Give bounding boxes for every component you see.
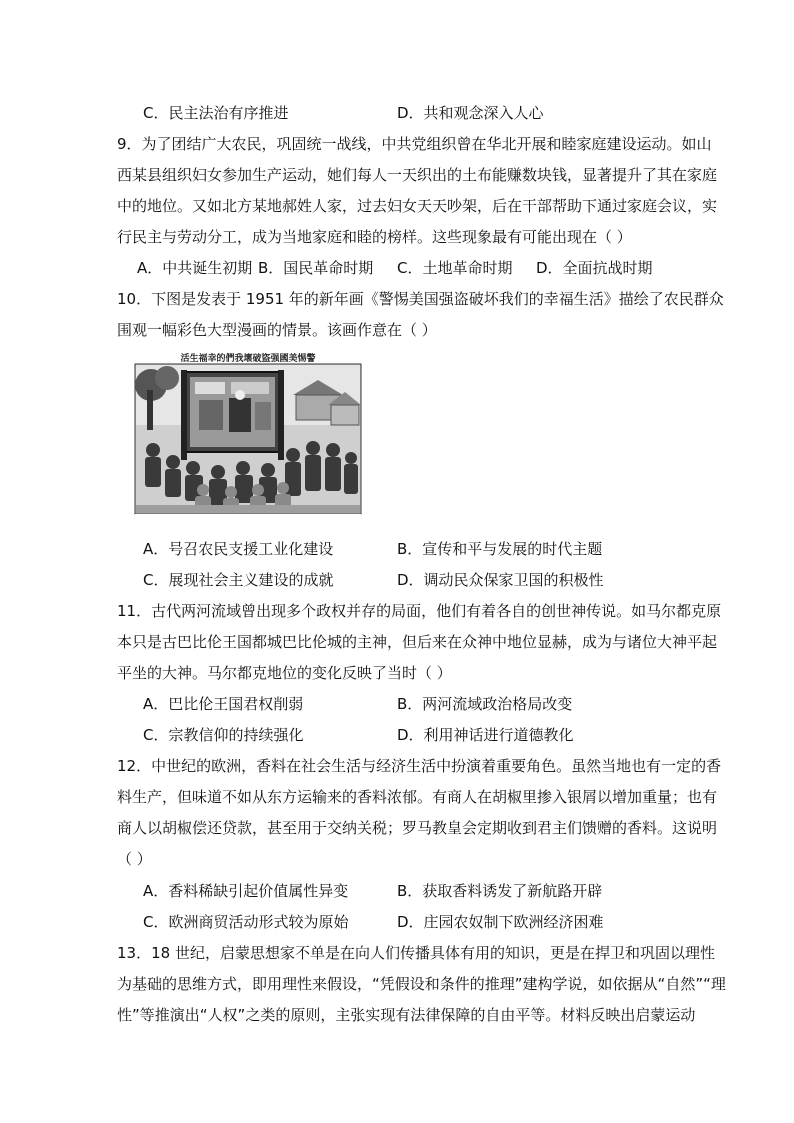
q11-option-c: C．宗教信仰的持续强化 <box>143 726 304 744</box>
q12-stem-line-2: 料生产，但味道不如从东方运输来的香料浓郁。有商人在胡椒里掺入银屑以增加重量；也有 <box>117 788 718 806</box>
q9-option-b: B．国民革命时期 <box>258 259 374 277</box>
q12-option-c: C．欧洲商贸活动形式较为原始 <box>143 913 349 931</box>
q11-stem-line-2: 本只是古巴比伦王国都城巴比伦城的主神，但后来在众神中地位显赫，成为与诸位大神平起 <box>117 633 718 651</box>
q12-option-b: B．获取香料诱发了新航路开辟 <box>397 882 603 900</box>
q10-stem-line-2: 围观一幅彩色大型漫画的情景。该画作意在（ ） <box>117 321 437 339</box>
q10-option-c: C．展现社会主义建设的成就 <box>143 571 334 589</box>
q8-option-c: C．民主法治有序推进 <box>143 104 289 122</box>
q9-stem-line-1: 9．为了团结广大农民，巩固统一战线，中共党组织曾在华北开展和睦家庭建设运动。如山 <box>117 135 712 153</box>
q10-figure-title: 活生福幸的們我壞破盜强國美惕警 <box>180 354 316 364</box>
q11-option-a: A．巴比伦王国君权削弱 <box>143 695 304 713</box>
q10-stem-line-1: 10．下图是发表于 1951 年的新年画《警惕美国强盗破坏我们的幸福生活》描绘了农民群众 <box>117 290 724 308</box>
q11-option-b: B．两河流域政治格局改变 <box>397 695 573 713</box>
q12-stem-line-3: 商人以胡椒偿还贷款，甚至用于交纳关税；罗马教皇会定期收到君主们馈赠的香料。这说明 <box>117 819 718 837</box>
q13-stem-line-3: 性”等推演出“人权”之类的原则，主张实现有法律保障的自由平等。材料反映出启蒙运动 <box>117 1006 696 1024</box>
q12-stem-line-4: （ ） <box>117 850 152 868</box>
q11-stem-line-1: 11．古代两河流域曾出现多个政权并存的局面，他们有着各自的创世神传说。如马尔都克原 <box>117 602 722 620</box>
q9-stem-line-3: 中的地位。又如北方某地郝姓人家，过去妇女天天吵架，后在干部帮助下通过家庭会议，实 <box>117 197 718 215</box>
q12-stem-line-1: 12．中世纪的欧洲，香料在社会生活与经济生活中扮演着重要角色。虽然当地也有一定的香 <box>117 757 722 775</box>
q12-option-a: A．香料稀缺引起价值属性异变 <box>143 882 349 900</box>
q8-option-d: D．共和观念深入人心 <box>397 104 544 122</box>
q10-option-b: B．宣传和平与发展的时代主题 <box>397 540 603 558</box>
q13-stem-line-2: 为基础的思维方式，即用理性来假设，“凭假设和条件的推理”建构学说，如依据从“自然”“理 <box>117 975 726 993</box>
q9-stem-line-4: 行民主与劳动分工，成为当地家庭和睦的榜样。这些现象最有可能出现在（ ） <box>117 228 632 246</box>
q11-stem-line-3: 平坐的大神。马尔都克地位的变化反映了当时（ ） <box>117 664 452 682</box>
q9-option-d: D．全面抗战时期 <box>536 259 653 277</box>
q10-option-a: A．号召农民支援工业化建设 <box>143 540 334 558</box>
q12-option-d: D．庄园农奴制下欧洲经济困难 <box>397 913 604 931</box>
q11-option-d: D．利用神话进行道德教化 <box>397 726 574 744</box>
q10-option-d: D．调动民众保家卫国的积极性 <box>397 571 604 589</box>
q9-stem-line-2: 西某县组织妇女参加生产运动，她们每人一天织出的土布能赚数块钱，显著提升了其在家庭 <box>117 166 718 184</box>
q10-new-year-painting-image <box>133 350 363 520</box>
q9-option-a: A．中共诞生初期 <box>137 259 253 277</box>
q9-option-c: C．土地革命时期 <box>397 259 513 277</box>
q13-stem-line-1: 13．18 世纪，启蒙思想家不单是在向人们传播具体有用的知识，更是在捍卫和巩固以理性 <box>117 944 715 962</box>
